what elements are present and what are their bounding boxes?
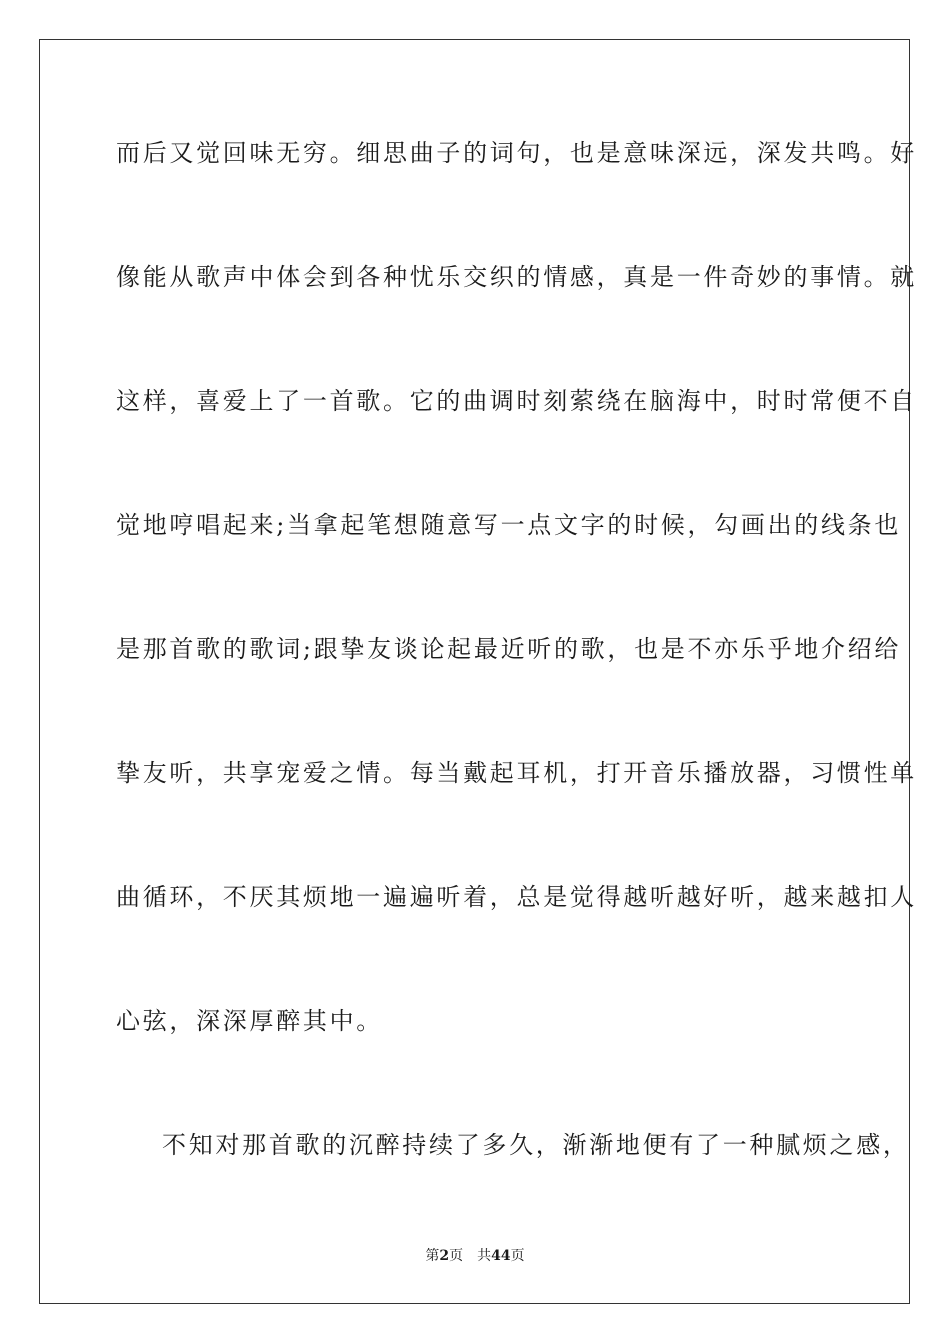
page-footer bbox=[0, 1247, 950, 1265]
page-number: 2 bbox=[439, 1248, 450, 1264]
body-line-8: 心弦，深深厚醉其中。 bbox=[116, 1007, 383, 1035]
body-line-7: 曲循环，不厌其烦地一遍遍听着，总是觉得越听越好听，越来越扣人 bbox=[116, 883, 917, 911]
page-prefix: 第 bbox=[425, 1248, 440, 1264]
body-line-6: 挚友听，共享宠爱之情。每当戴起耳机，打开音乐播放器，习惯性单 bbox=[116, 759, 917, 787]
total-pages: 44 bbox=[491, 1248, 511, 1264]
page-frame bbox=[39, 39, 917, 1304]
body-line-2: 像能从歌声中体会到各种忧乐交织的情感，真是一件奇妙的事情。就 bbox=[116, 263, 917, 291]
body-line-9: 不知对那首歌的沉醉持续了多久，渐渐地便有了一种腻烦之感， bbox=[162, 1131, 910, 1159]
total-prefix: 共 bbox=[477, 1248, 492, 1264]
body-line-5: 是那首歌的歌词;跟挚友谈论起最近听的歌，也是不亦乐乎地介绍给 bbox=[116, 635, 902, 663]
body-line-3: 这样，喜爱上了一首歌。它的曲调时刻萦绕在脑海中，时时常便不自 bbox=[116, 387, 917, 415]
body-line-1: 而后又觉回味无穷。细思曲子的词句，也是意味深远，深发共鸣。好 bbox=[116, 139, 917, 167]
page-suffix: 页 bbox=[449, 1248, 464, 1264]
body-line-4: 觉地哼唱起来;当拿起笔想随意写一点文字的时候，勾画出的线条也 bbox=[116, 511, 902, 539]
total-suffix: 页 bbox=[510, 1248, 525, 1264]
